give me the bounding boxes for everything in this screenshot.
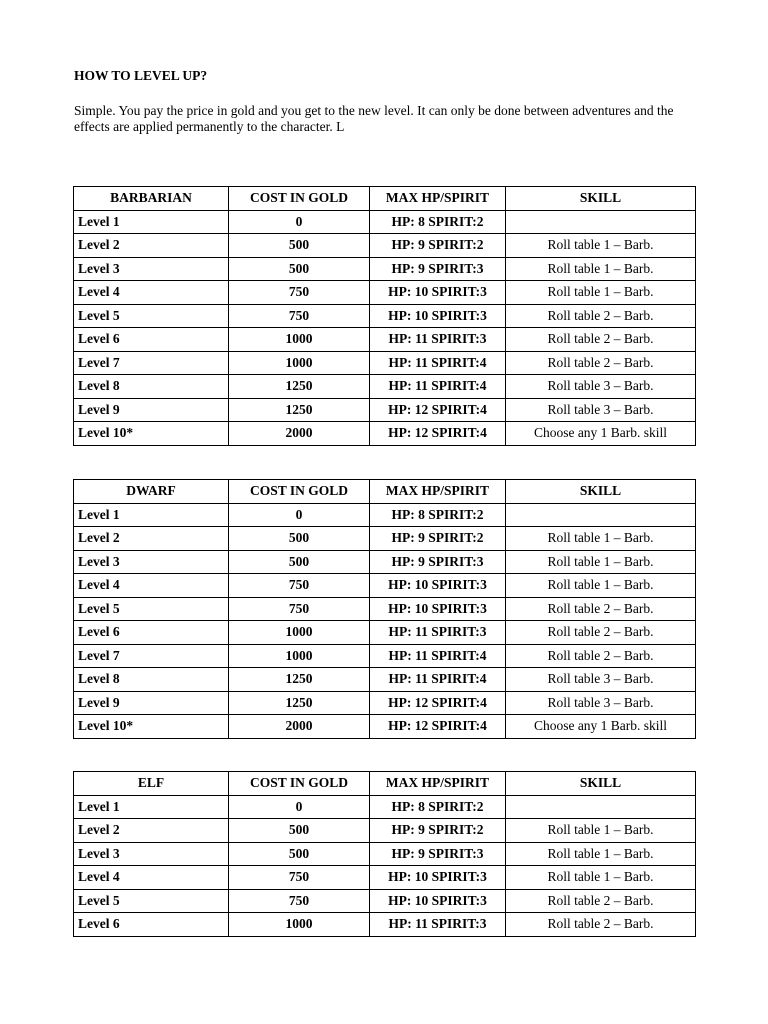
level-cell: Level 1 bbox=[74, 210, 229, 234]
cost-cell: 1000 bbox=[229, 913, 370, 937]
level-cell: Level 7 bbox=[74, 351, 229, 375]
cost-cell: 1000 bbox=[229, 328, 370, 352]
cost-cell: 750 bbox=[229, 574, 370, 598]
skill-cell: Choose any 1 Barb. skill bbox=[506, 715, 696, 739]
level-cell: Level 4 bbox=[74, 281, 229, 305]
cost-cell: 2000 bbox=[229, 422, 370, 446]
table-row bbox=[74, 304, 696, 328]
hp-spirit-cell: HP: 10 SPIRIT:3 bbox=[370, 281, 506, 305]
cost-cell: 0 bbox=[229, 503, 370, 527]
cost-header: COST IN GOLD bbox=[229, 187, 370, 211]
table-row bbox=[74, 819, 696, 843]
hp-spirit-cell: HP: 11 SPIRIT:4 bbox=[370, 375, 506, 399]
cost-cell: 2000 bbox=[229, 715, 370, 739]
level-cell: Level 2 bbox=[74, 234, 229, 258]
hp-spirit-cell: HP: 12 SPIRIT:4 bbox=[370, 398, 506, 422]
table-row bbox=[74, 715, 696, 739]
cost-cell: 1000 bbox=[229, 644, 370, 668]
skill-header: SKILL bbox=[506, 772, 696, 796]
hp-spirit-cell: HP: 11 SPIRIT:3 bbox=[370, 913, 506, 937]
hp-spirit-cell: HP: 10 SPIRIT:3 bbox=[370, 597, 506, 621]
hp-spirit-header: MAX HP/SPIRIT bbox=[370, 772, 506, 796]
table-row bbox=[74, 503, 696, 527]
page-heading: HOW TO LEVEL UP? bbox=[74, 68, 208, 83]
level-cell: Level 2 bbox=[74, 819, 229, 843]
table-row bbox=[74, 281, 696, 305]
hp-spirit-cell: HP: 10 SPIRIT:3 bbox=[370, 574, 506, 598]
level-cell: Level 5 bbox=[74, 889, 229, 913]
skill-cell: Roll table 3 – Barb. bbox=[506, 398, 696, 422]
skill-cell: Roll table 3 – Barb. bbox=[506, 691, 696, 715]
level-cell: Level 8 bbox=[74, 375, 229, 399]
hp-spirit-cell: HP: 10 SPIRIT:3 bbox=[370, 889, 506, 913]
cost-cell: 1000 bbox=[229, 351, 370, 375]
level-cell: Level 7 bbox=[74, 644, 229, 668]
hp-spirit-cell: HP: 8 SPIRIT:2 bbox=[370, 795, 506, 819]
elf-table bbox=[73, 771, 696, 937]
skill-cell: Roll table 2 – Barb. bbox=[506, 621, 696, 645]
hp-spirit-cell: HP: 9 SPIRIT:2 bbox=[370, 234, 506, 258]
table-row bbox=[74, 644, 696, 668]
level-cell: Level 5 bbox=[74, 304, 229, 328]
skill-cell bbox=[506, 210, 696, 234]
hp-spirit-cell: HP: 9 SPIRIT:3 bbox=[370, 257, 506, 281]
cost-cell: 750 bbox=[229, 304, 370, 328]
level-cell: Level 4 bbox=[74, 866, 229, 890]
hp-spirit-cell: HP: 8 SPIRIT:2 bbox=[370, 503, 506, 527]
dwarf-table bbox=[73, 479, 696, 739]
table-row bbox=[74, 574, 696, 598]
level-cell: Level 3 bbox=[74, 550, 229, 574]
skill-cell: Roll table 2 – Barb. bbox=[506, 889, 696, 913]
cost-header: COST IN GOLD bbox=[229, 480, 370, 504]
skill-header: SKILL bbox=[506, 187, 696, 211]
level-cell: Level 10* bbox=[74, 422, 229, 446]
cost-cell: 500 bbox=[229, 527, 370, 551]
table-row bbox=[74, 234, 696, 258]
skill-cell: Roll table 1 – Barb. bbox=[506, 842, 696, 866]
skill-cell: Roll table 2 – Barb. bbox=[506, 913, 696, 937]
table-row bbox=[74, 550, 696, 574]
skill-cell: Roll table 3 – Barb. bbox=[506, 668, 696, 692]
hp-spirit-cell: HP: 11 SPIRIT:3 bbox=[370, 328, 506, 352]
skill-cell: Roll table 1 – Barb. bbox=[506, 527, 696, 551]
table-row bbox=[74, 527, 696, 551]
cost-cell: 750 bbox=[229, 866, 370, 890]
table-row bbox=[74, 597, 696, 621]
cost-cell: 750 bbox=[229, 597, 370, 621]
cost-cell: 1000 bbox=[229, 621, 370, 645]
table-row bbox=[74, 398, 696, 422]
table-row bbox=[74, 328, 696, 352]
skill-cell: Roll table 1 – Barb. bbox=[506, 866, 696, 890]
hp-spirit-cell: HP: 11 SPIRIT:4 bbox=[370, 644, 506, 668]
hp-spirit-cell: HP: 9 SPIRIT:3 bbox=[370, 842, 506, 866]
class-header: DWARF bbox=[74, 480, 229, 504]
cost-cell: 1250 bbox=[229, 375, 370, 399]
hp-spirit-cell: HP: 8 SPIRIT:2 bbox=[370, 210, 506, 234]
hp-spirit-cell: HP: 11 SPIRIT:3 bbox=[370, 621, 506, 645]
level-cell: Level 6 bbox=[74, 913, 229, 937]
table-row bbox=[74, 889, 696, 913]
skill-cell: Roll table 2 – Barb. bbox=[506, 351, 696, 375]
cost-header: COST IN GOLD bbox=[229, 772, 370, 796]
cost-cell: 500 bbox=[229, 257, 370, 281]
cost-cell: 750 bbox=[229, 889, 370, 913]
skill-header: SKILL bbox=[506, 480, 696, 504]
skill-cell bbox=[506, 503, 696, 527]
table-row bbox=[74, 866, 696, 890]
cost-cell: 0 bbox=[229, 795, 370, 819]
level-cell: Level 9 bbox=[74, 691, 229, 715]
class-header: BARBARIAN bbox=[74, 187, 229, 211]
level-cell: Level 2 bbox=[74, 527, 229, 551]
table-row bbox=[74, 422, 696, 446]
table-header-row bbox=[74, 480, 696, 504]
cost-cell: 0 bbox=[229, 210, 370, 234]
skill-cell: Roll table 1 – Barb. bbox=[506, 234, 696, 258]
hp-spirit-cell: HP: 12 SPIRIT:4 bbox=[370, 422, 506, 446]
cost-cell: 500 bbox=[229, 550, 370, 574]
cost-cell: 1250 bbox=[229, 398, 370, 422]
skill-cell: Roll table 2 – Barb. bbox=[506, 597, 696, 621]
cost-cell: 500 bbox=[229, 819, 370, 843]
table-row bbox=[74, 795, 696, 819]
skill-cell: Roll table 1 – Barb. bbox=[506, 550, 696, 574]
table-row bbox=[74, 210, 696, 234]
skill-cell: Roll table 2 – Barb. bbox=[506, 328, 696, 352]
level-cell: Level 6 bbox=[74, 621, 229, 645]
cost-cell: 500 bbox=[229, 842, 370, 866]
table-row bbox=[74, 257, 696, 281]
skill-cell: Roll table 2 – Barb. bbox=[506, 644, 696, 668]
level-cell: Level 6 bbox=[74, 328, 229, 352]
level-cell: Level 3 bbox=[74, 842, 229, 866]
intro-paragraph: Simple. You pay the price in gold and you get to the new level. It can only be done between adventures and the effects are applied permanently to the character. L bbox=[74, 103, 674, 134]
hp-spirit-cell: HP: 11 SPIRIT:4 bbox=[370, 351, 506, 375]
level-cell: Level 4 bbox=[74, 574, 229, 598]
hp-spirit-cell: HP: 10 SPIRIT:3 bbox=[370, 866, 506, 890]
table-row bbox=[74, 691, 696, 715]
hp-spirit-cell: HP: 9 SPIRIT:2 bbox=[370, 819, 506, 843]
cost-cell: 750 bbox=[229, 281, 370, 305]
skill-cell: Roll table 1 – Barb. bbox=[506, 281, 696, 305]
table-row bbox=[74, 375, 696, 399]
hp-spirit-cell: HP: 9 SPIRIT:2 bbox=[370, 527, 506, 551]
table-header-row bbox=[74, 187, 696, 211]
level-cell: Level 1 bbox=[74, 795, 229, 819]
skill-cell: Choose any 1 Barb. skill bbox=[506, 422, 696, 446]
skill-cell: Roll table 3 – Barb. bbox=[506, 375, 696, 399]
table-header-row bbox=[74, 772, 696, 796]
level-cell: Level 5 bbox=[74, 597, 229, 621]
skill-cell: Roll table 2 – Barb. bbox=[506, 304, 696, 328]
level-cell: Level 9 bbox=[74, 398, 229, 422]
table-row bbox=[74, 351, 696, 375]
barbarian-table bbox=[73, 186, 696, 446]
skill-cell bbox=[506, 795, 696, 819]
table-row bbox=[74, 842, 696, 866]
level-cell: Level 8 bbox=[74, 668, 229, 692]
cost-cell: 1250 bbox=[229, 668, 370, 692]
hp-spirit-cell: HP: 9 SPIRIT:3 bbox=[370, 550, 506, 574]
table-row bbox=[74, 913, 696, 937]
hp-spirit-cell: HP: 10 SPIRIT:3 bbox=[370, 304, 506, 328]
hp-spirit-header: MAX HP/SPIRIT bbox=[370, 480, 506, 504]
table-row bbox=[74, 621, 696, 645]
skill-cell: Roll table 1 – Barb. bbox=[506, 257, 696, 281]
level-cell: Level 3 bbox=[74, 257, 229, 281]
skill-cell: Roll table 1 – Barb. bbox=[506, 819, 696, 843]
table-row bbox=[74, 668, 696, 692]
hp-spirit-header: MAX HP/SPIRIT bbox=[370, 187, 506, 211]
level-cell: Level 1 bbox=[74, 503, 229, 527]
hp-spirit-cell: HP: 12 SPIRIT:4 bbox=[370, 715, 506, 739]
cost-cell: 1250 bbox=[229, 691, 370, 715]
skill-cell: Roll table 1 – Barb. bbox=[506, 574, 696, 598]
level-cell: Level 10* bbox=[74, 715, 229, 739]
class-header: ELF bbox=[74, 772, 229, 796]
hp-spirit-cell: HP: 11 SPIRIT:4 bbox=[370, 668, 506, 692]
cost-cell: 500 bbox=[229, 234, 370, 258]
hp-spirit-cell: HP: 12 SPIRIT:4 bbox=[370, 691, 506, 715]
